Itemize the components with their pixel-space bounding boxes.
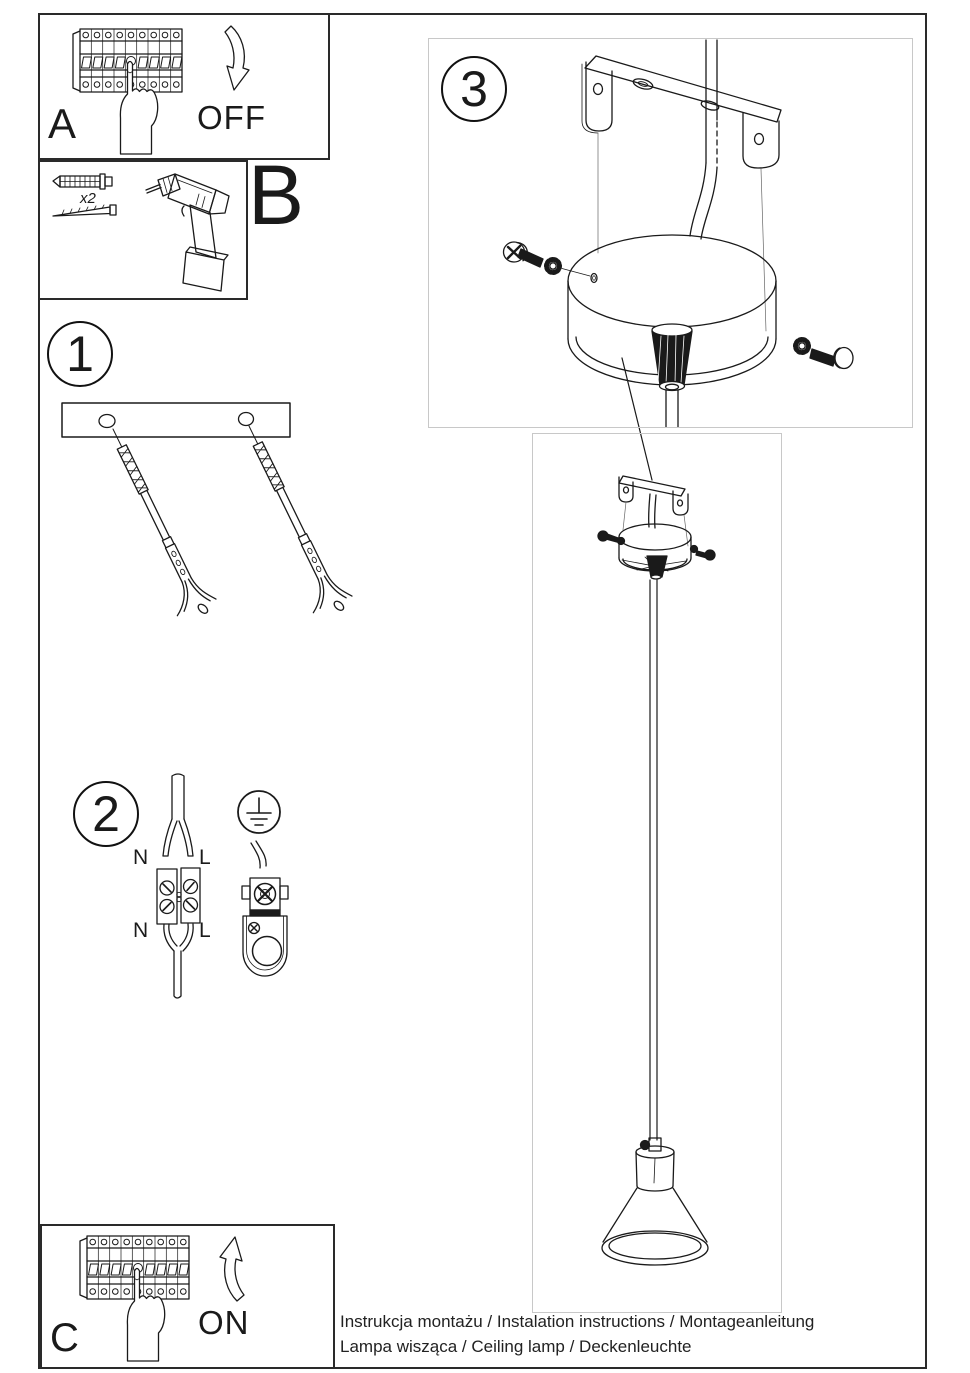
pendant-assembly-box bbox=[532, 433, 782, 1313]
step-c-box bbox=[40, 1224, 335, 1369]
step-1-number: 1 bbox=[66, 326, 94, 382]
quantity-label: x2 bbox=[80, 190, 96, 207]
step-3-number: 3 bbox=[460, 61, 488, 117]
footer-title-line1: Instrukcja montażu / Instalation instructions / Montageanleitung bbox=[340, 1312, 815, 1331]
neutral-wire-label-bottom: N bbox=[133, 919, 149, 942]
footer-title-line2: Lampa wisząca / Ceiling lamp / Deckenleuchte bbox=[340, 1337, 692, 1356]
step-a-label: A bbox=[48, 100, 77, 147]
power-on-label: ON bbox=[198, 1304, 250, 1341]
neutral-wire-label-top: N bbox=[133, 846, 149, 869]
step-c-label: C bbox=[50, 1316, 79, 1360]
step-1-badge bbox=[47, 321, 113, 387]
live-wire-label-top: L bbox=[199, 846, 211, 869]
step-b-label: B bbox=[248, 148, 305, 242]
step-3-badge bbox=[441, 56, 507, 122]
step-b-box bbox=[38, 160, 248, 300]
step-a-box bbox=[38, 13, 330, 160]
live-wire-label-bottom: L bbox=[199, 919, 211, 942]
power-off-label: OFF bbox=[197, 99, 266, 136]
step-2-badge bbox=[73, 781, 139, 847]
step-2-number: 2 bbox=[92, 786, 120, 842]
